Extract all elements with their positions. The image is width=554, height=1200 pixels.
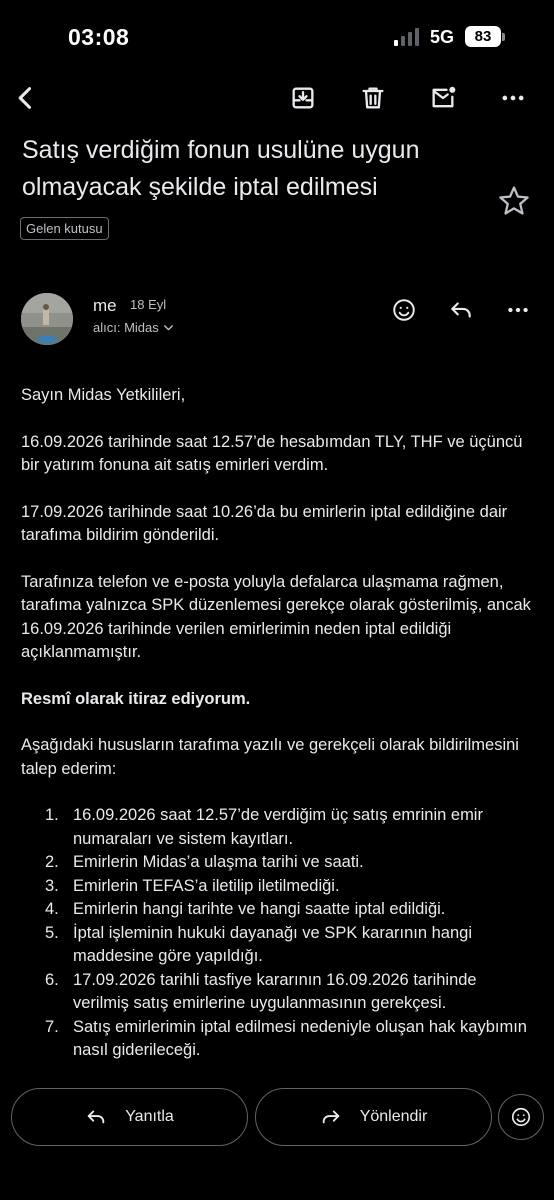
battery-icon [465,26,501,47]
list-item [21,898,533,922]
reply-button[interactable] [441,290,481,330]
star-icon[interactable] [497,184,531,218]
list-text: 17.09.2026 tarihli tasfiye kararının 16.09.2026 tarihinde verilmiş satış emirlerine uygulanmasının gerekçesi. [73,970,477,1012]
list-item [21,922,533,969]
objection-statement: Resmî olarak itiraz ediyorum. [21,689,251,708]
trash-icon [359,84,387,112]
list-item [21,1016,533,1063]
chevron-down-icon [162,321,175,334]
avatar[interactable] [21,293,73,345]
mark-unread-button[interactable] [421,76,465,120]
avatar-photo [21,293,73,345]
email-body [21,384,533,1063]
mail-unread-icon [429,84,457,112]
sent-date: 18 Eyl [130,297,167,312]
emoji-icon [391,297,417,323]
forward-pill-button[interactable] [255,1088,492,1146]
list-text: Emirlerin TEFAS’a iletilip iletilmediği. [73,876,340,895]
more-options-button[interactable] [491,76,535,120]
archive-button[interactable] [281,76,325,120]
list-text: 16.09.2026 saat 12.57’de verdiğim üç satış emrinin emir numaraları ve sistem kayıtları. [73,806,483,848]
list-text: Emirlerin hangi tarihte ve hangi saatte iptal edildiği. [73,900,446,918]
list-item [21,875,533,899]
list-number: 2. [45,853,59,871]
list-item [21,851,533,875]
reply-icon [85,1106,107,1128]
status-bar [0,0,554,76]
more-horizontal-icon [499,84,527,112]
paragraph-2: 17.09.2026 tarihinde saat 10.26’da bu emirlerin iptal edildiğine dair tarafıma bildirim gönderildi. [21,502,508,544]
add-reaction-button[interactable] [384,290,424,330]
sender-name: me [93,296,117,315]
list-text: Satış emirlerimin iptal edilmesi nedeniyle oluşan hak kaybımın nasıl giderileceği. [73,1017,527,1059]
bottom-action-bar [0,1088,554,1148]
request-list [21,804,533,1063]
recipient-details[interactable] [93,320,175,335]
message-more-button[interactable] [498,290,538,330]
battery-level: 83 [474,28,492,45]
list-number: 5. [45,923,59,942]
list-number: 7. [45,1017,59,1036]
toolbar [0,76,554,120]
list-number: 1. [45,806,59,824]
list-number: 3. [45,876,59,895]
back-button[interactable] [4,76,48,120]
list-number: 4. [45,900,59,918]
paragraph-3: Tarafınıza telefon ve e-posta yoluyla defalarca ulaşmama rağmen, tarafıma yalnızca SPK düzenlemesi gerekçe olarak gösterilmiş, ancak 16.09.2026 tarihinde verilen emirlerimin neden iptal edildiği açıklanmamıştır. [21,572,531,661]
paragraph-5: Aşağıdaki hususların tarafıma yazılı ve gerekçeli olarak bildirilmesini talep ederim: [21,736,519,778]
reply-label: Yanıtla [125,1108,174,1125]
emoji-icon [510,1106,532,1128]
email-subject: Satış verdiğim fonun usulüne uygun olmayacak şekilde iptal edilmesi [22,136,420,201]
reply-pill-button[interactable] [11,1088,248,1146]
list-text: Emirlerin Midas’a ulaşma tarihi ve saati. [73,853,364,871]
battery-tip [502,33,505,41]
status-time: 03:08 [68,24,130,50]
reply-icon [448,297,474,323]
forward-label: Yönlendir [359,1108,428,1125]
recipient-label: alıcı: Midas [93,320,159,335]
archive-icon [289,84,317,112]
emoji-reaction-button[interactable] [498,1094,544,1140]
list-item [21,969,533,1016]
chevron-left-icon [12,84,40,112]
more-horizontal-icon [505,297,531,323]
forward-icon [320,1106,342,1128]
signal-icon [394,28,419,46]
list-number: 6. [45,970,59,989]
list-text: İptal işleminin hukuki dayanağı ve SPK kararının hangi maddesine göre yapıldığı. [73,923,472,965]
delete-button[interactable] [351,76,395,120]
greeting: Sayın Midas Yetkilileri, [21,386,186,404]
inbox-label-chip[interactable]: Gelen kutusu [20,217,109,240]
list-item [21,804,533,851]
paragraph-1: 16.09.2026 tarihinde saat 12.57’de hesabımdan TLY, THF ve üçüncü bir yatırım fonuna ait satış emirleri verdim. [21,432,523,474]
network-type: 5G [430,27,455,47]
